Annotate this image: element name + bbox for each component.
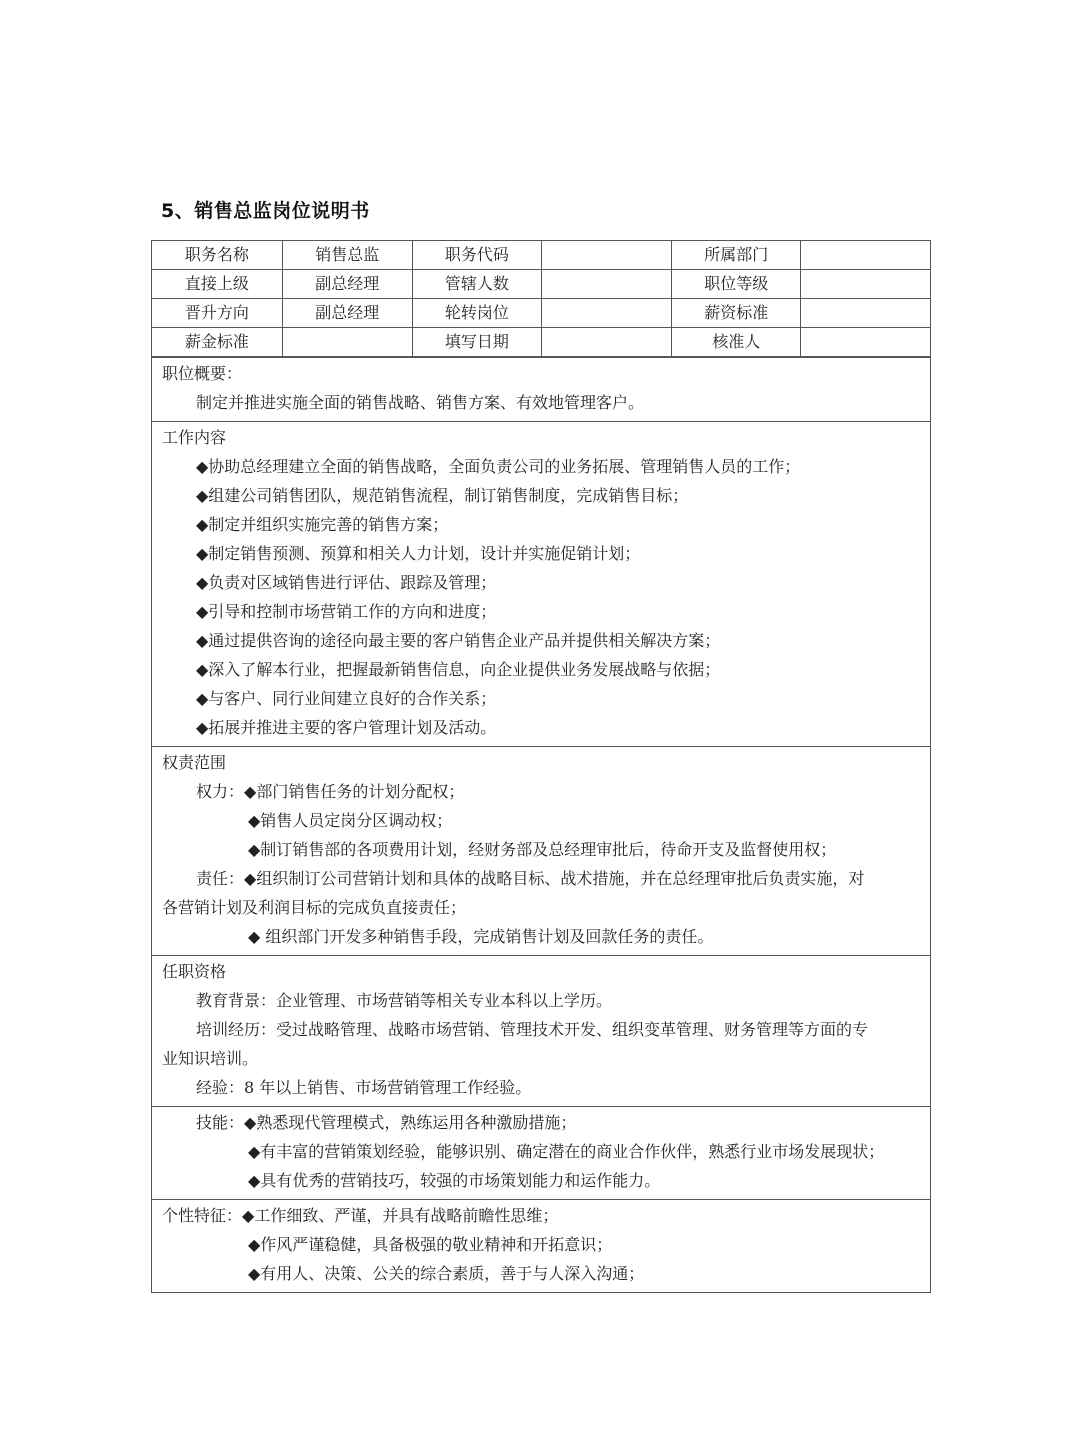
qualification-section	[152, 955, 930, 1106]
basic-info-table	[152, 241, 930, 357]
qualification-heading: 任职资格	[162, 962, 227, 981]
duties-section	[152, 421, 930, 746]
label-cell: 晋升方向	[152, 299, 282, 328]
label-cell: 职位等级	[672, 270, 801, 299]
value-cell	[541, 270, 671, 299]
value-cell: 副总经理	[282, 270, 412, 299]
power-line	[152, 777, 930, 806]
duty-item: ◆负责对区域销售进行评估、跟踪及管理；	[196, 573, 497, 592]
training-continuation: 业知识培训。	[162, 1049, 259, 1068]
document-title: 5、销售总监岗位说明书	[161, 200, 370, 222]
duty-item: ◆制定并组织实施完善的销售方案；	[196, 515, 449, 534]
responsibility-continuation: 各营销计划及利润目标的完成负直接责任；	[162, 898, 467, 917]
personality-label: 个性特征：	[162, 1206, 243, 1225]
skill-item: ◆有丰富的营销策划经验，能够识别、确定潜在的商业合作伙伴，熟悉行业市场发展现状；	[248, 1142, 885, 1161]
label-cell: 直接上级	[152, 270, 282, 299]
value-cell	[541, 328, 671, 357]
responsibility-item: ◆ 组织部门开发多种销售手段，完成销售计划及回款任务的责任。	[248, 927, 714, 946]
duty-item: ◆引导和控制市场营销工作的方向和进度；	[196, 602, 497, 621]
power-item: ◆部门销售任务的计划分配权；	[244, 782, 465, 801]
overview-section	[152, 357, 930, 421]
skills-line	[152, 1108, 930, 1137]
table-row	[152, 270, 930, 299]
value-cell: 副总经理	[282, 299, 412, 328]
value-cell	[801, 241, 930, 270]
duty-item: ◆拓展并推进主要的客户管理计划及活动。	[196, 718, 497, 737]
duty-item: ◆协助总经理建立全面的销售战略，全面负责公司的业务拓展、管理销售人员的工作；	[196, 457, 801, 476]
label-cell: 薪金标准	[152, 328, 282, 357]
skills-label: 技能：	[196, 1113, 245, 1132]
value-cell	[541, 299, 671, 328]
experience-line: 经验：8 年以上销售、市场营销管理工作经验。	[196, 1078, 532, 1097]
education-line: 教育背景：企业管理、市场营销等相关专业本科以上学历。	[196, 991, 613, 1010]
skills-section	[152, 1106, 930, 1199]
value-cell	[801, 270, 930, 299]
power-item: ◆制订销售部的各项费用计划，经财务部及总经理审批后，待命开支及监督使用权；	[248, 840, 837, 859]
value-cell	[541, 241, 671, 270]
label-cell: 职务名称	[152, 241, 282, 270]
power-label: 权力：	[196, 782, 245, 801]
skill-item: ◆具有优秀的营销技巧，较强的市场策划能力和运作能力。	[248, 1171, 661, 1190]
power-item: ◆销售人员定岗分区调动权；	[248, 811, 453, 830]
value-cell	[282, 328, 412, 357]
personality-item: ◆有用人、决策、公关的综合素质，善于与人深入沟通；	[248, 1264, 645, 1283]
responsibility-label: 责任：	[196, 869, 245, 888]
table-row	[152, 328, 930, 357]
label-cell: 填写日期	[412, 328, 541, 357]
label-cell: 职务代码	[412, 241, 541, 270]
duty-item: ◆与客户、同行业间建立良好的合作关系；	[196, 689, 497, 708]
label-cell: 薪资标准	[672, 299, 801, 328]
value-cell: 销售总监	[282, 241, 412, 270]
authority-heading: 权责范围	[162, 753, 227, 772]
overview-text: 制定并推进实施全面的销售战略、销售方案、有效地管理客户。	[196, 393, 645, 412]
label-cell: 轮转岗位	[412, 299, 541, 328]
label-cell: 所属部门	[672, 241, 801, 270]
duty-item: ◆制定销售预测、预算和相关人力计划，设计并实施促销计划；	[196, 544, 641, 563]
personality-item: ◆工作细致、严谨，并具有战略前瞻性思维；	[242, 1206, 559, 1225]
responsibility-item: ◆组织制订公司营销计划和具体的战略目标、战术措施，并在总经理审批后负责实施，对	[244, 869, 865, 888]
value-cell	[801, 299, 930, 328]
value-cell	[801, 328, 930, 357]
duty-item: ◆深入了解本行业，把握最新销售信息，向企业提供业务发展战略与依据；	[196, 660, 721, 679]
skill-item: ◆熟悉现代管理模式，熟练运用各种激励措施；	[244, 1113, 577, 1132]
duty-item: ◆组建公司销售团队，规范销售流程，制订销售制度，完成销售目标；	[196, 486, 689, 505]
duty-item: ◆通过提供咨询的途径向最主要的客户销售企业产品并提供相关解决方案；	[196, 631, 721, 650]
authority-section	[152, 746, 930, 955]
label-cell: 核准人	[672, 328, 801, 357]
responsibility-line	[152, 864, 930, 893]
training-line: 培训经历：受过战略管理、战略市场营销、管理技术开发、组织变革管理、财务管理等方面的专	[196, 1020, 869, 1039]
table-row	[152, 241, 930, 270]
personality-section	[152, 1199, 930, 1292]
personality-line	[152, 1201, 930, 1230]
table-row	[152, 299, 930, 328]
job-description-form	[151, 240, 931, 1293]
duties-heading: 工作内容	[162, 428, 227, 447]
overview-heading: 职位概要：	[162, 364, 243, 383]
label-cell: 管辖人数	[412, 270, 541, 299]
personality-item: ◆作风严谨稳健，具备极强的敬业精神和开拓意识；	[248, 1235, 613, 1254]
